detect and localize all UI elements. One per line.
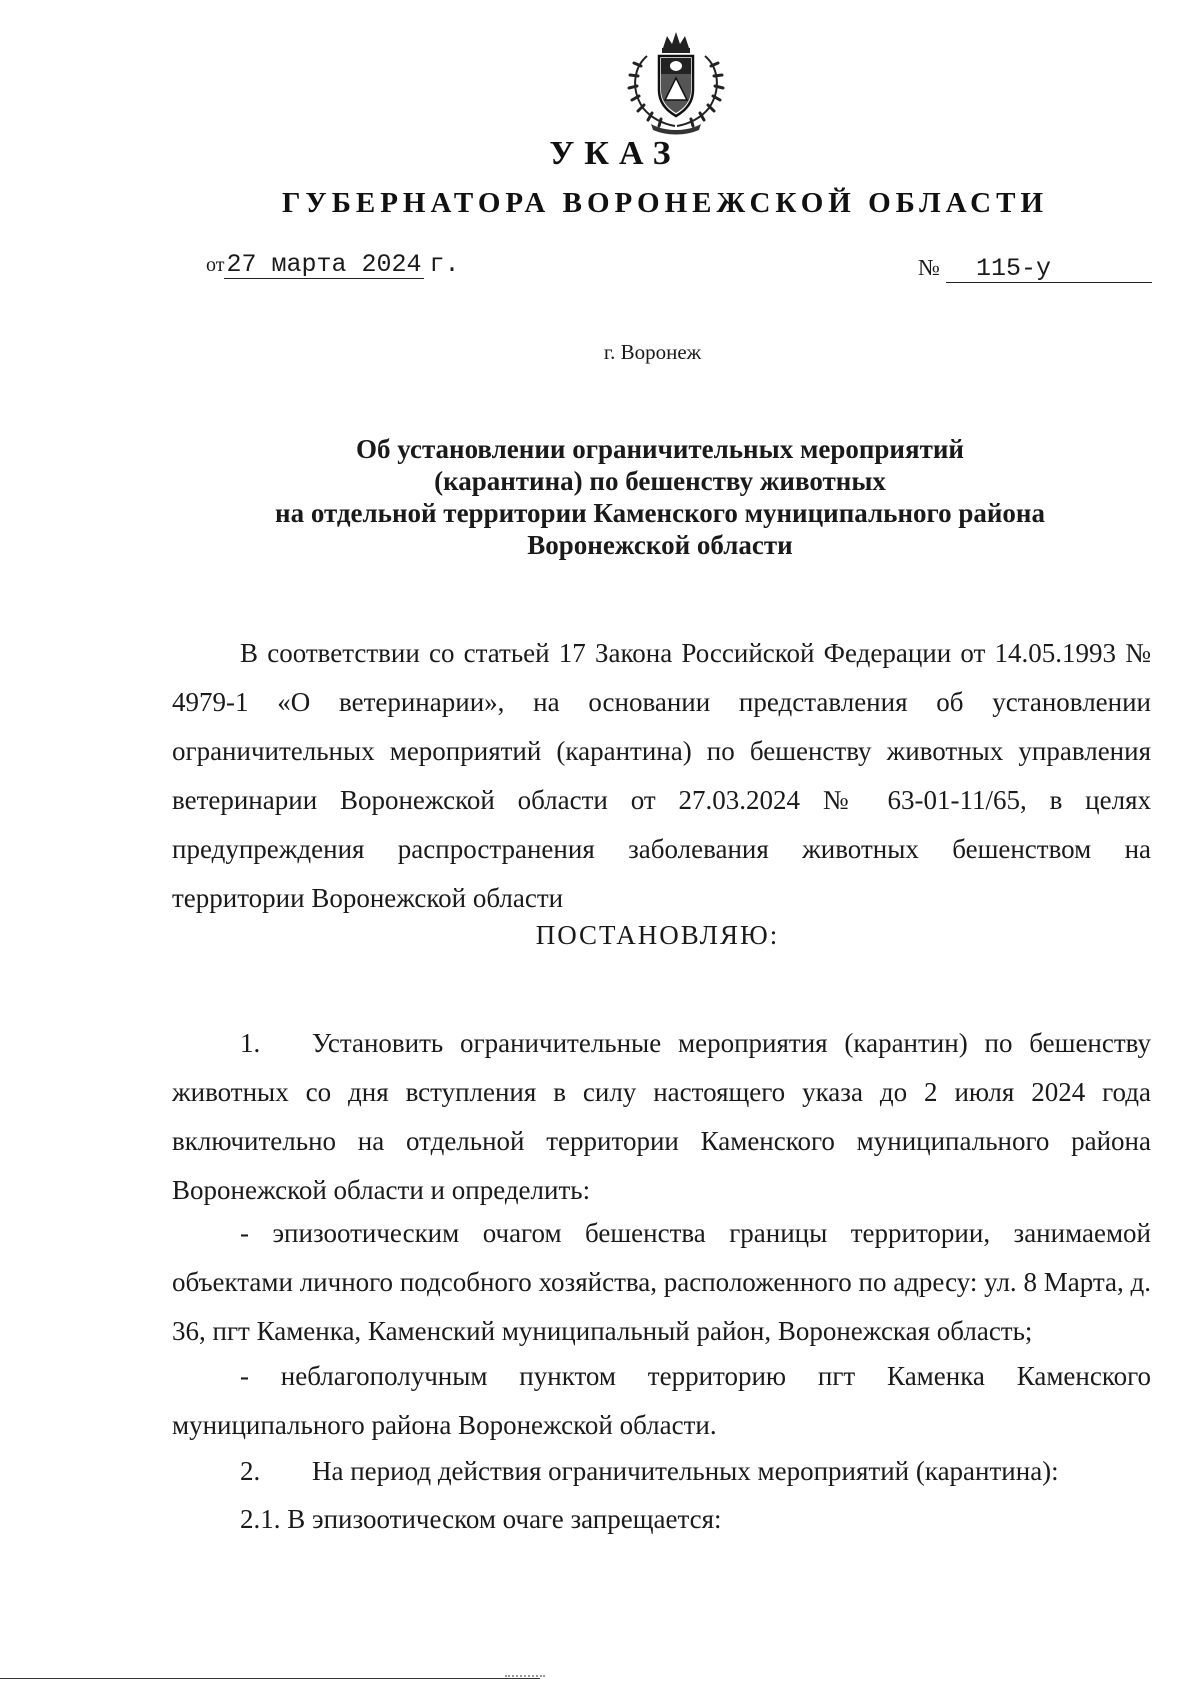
date-suffix: г. bbox=[429, 250, 460, 279]
footer-rule bbox=[0, 1678, 540, 1679]
document-subject bbox=[200, 433, 1120, 561]
document-type-heading: УКАЗ bbox=[549, 135, 681, 172]
date-value: 27 марта 2024 bbox=[226, 250, 422, 279]
item-1-paragraph bbox=[172, 1019, 1151, 1215]
city: г. Воронеж bbox=[603, 340, 702, 364]
subject-line: Воронежской области bbox=[527, 530, 793, 560]
number-prefix: № bbox=[918, 255, 940, 280]
number-value: 115-у bbox=[946, 256, 1152, 283]
number-field bbox=[918, 254, 1152, 283]
subject-line: (карантина) по бешенству животных bbox=[434, 466, 886, 496]
decree-word: ПОСТАНОВЛЯЮ: bbox=[535, 920, 780, 950]
subject-line: Об установлении ограничительных мероприятий bbox=[356, 434, 964, 464]
item-1-text: Установить ограничительные мероприятия (карантин) по бешенству животных со дня вступления в силу настоящего указа до 2 июля 2024 года включительно на отдельной территории Каменского муниципального района Воронежской области и определить: bbox=[172, 1028, 1151, 1205]
issuer-heading: ГУБЕРНАТОРА ВОРОНЕЖСКОЙ ОБЛАСТИ bbox=[281, 187, 1049, 219]
item-1a-paragraph: - эпизоотическим очагом бешенства границы территории, занимаемой объектами личного подсобного хозяйства, расположенного по адресу: ул. 8 Марта, д. 36, пгт Каменка, Каменский муниципальный район, Воронежская область; bbox=[172, 1218, 1151, 1346]
footer-dotted-rule bbox=[505, 1675, 545, 1677]
item-2-text: На период действия ограничительных мероприятий (карантина): bbox=[312, 1456, 1059, 1486]
date-field bbox=[206, 250, 460, 279]
item-1b-paragraph: - неблагополучным пунктом территорию пгт Каменка Каменского муниципального района Воронежской области. bbox=[172, 1361, 1151, 1440]
item-2-1-paragraph: 2.1. В эпизоотическом очаге запрещается: bbox=[240, 1504, 722, 1534]
date-prefix: от bbox=[206, 254, 225, 276]
item-number: 2. bbox=[240, 1456, 261, 1486]
item-number: 1. bbox=[240, 1028, 261, 1058]
coat-of-arms-icon bbox=[625, 28, 727, 138]
item-2-paragraph bbox=[172, 1447, 1151, 1496]
subject-line: на отдельной территории Каменского муниципального района bbox=[275, 498, 1045, 528]
preamble-paragraph: В соответствии со статьей 17 Закона Российской Федерации от 14.05.1993 № 4979-1 «О ветеринарии», на основании представления об установлении ограничительных мероприятий (карантина) по бешенству животных управления ветеринарии Воронежской области от 27.03.2024 № 63-01-11/65, в целях предупреждения распространения заболевания животных бешенством на территории Воронежской области bbox=[172, 638, 1151, 913]
